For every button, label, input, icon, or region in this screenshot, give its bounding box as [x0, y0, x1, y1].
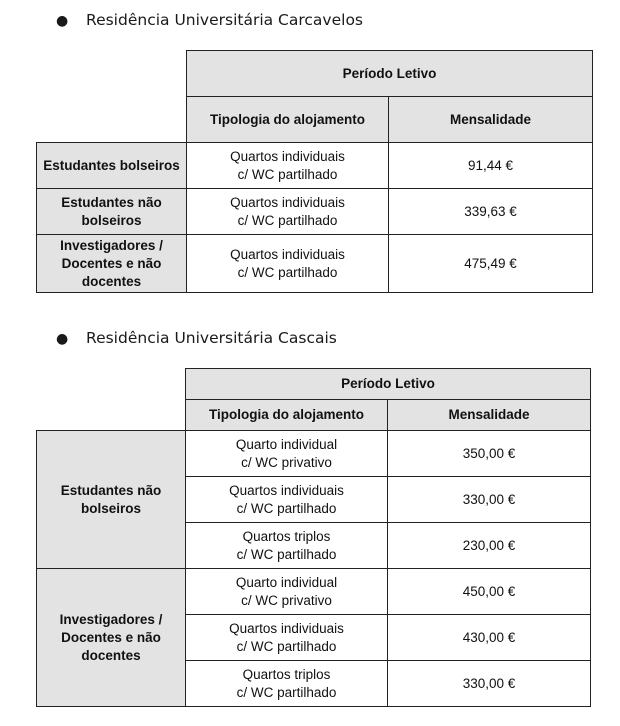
price-cell: 91,44 €: [389, 143, 593, 189]
price-cell: 339,63 €: [389, 189, 593, 235]
price-cell: 350,00 €: [388, 431, 591, 477]
price-cell: 450,00 €: [388, 569, 591, 615]
col-header-type: Tipologia do alojamento: [186, 400, 388, 431]
price-cell: 330,00 €: [388, 661, 591, 707]
type-cell: Quartos individuais c/ WC partilhado: [187, 235, 389, 293]
table-row: [37, 569, 591, 615]
row-group-label: Estudantes não bolseiros: [37, 189, 187, 235]
empty-corner: [37, 97, 187, 143]
type-cell: Quartos individuais c/ WC partilhado: [187, 143, 389, 189]
col-header-price: Mensalidade: [388, 400, 591, 431]
type-cell: Quartos individuais c/ WC partilhado: [186, 615, 388, 661]
empty-corner: [37, 400, 186, 431]
type-cell: Quartos individuais c/ WC partilhado: [187, 189, 389, 235]
col-header-type: Tipologia do alojamento: [187, 97, 389, 143]
section-heading-cascais: [56, 329, 337, 347]
carcavelos-table: [36, 50, 593, 293]
table-row: [37, 235, 593, 293]
section-title: Residência Universitária Carcavelos: [86, 11, 364, 29]
type-cell: Quartos individuais c/ WC partilhado: [186, 477, 388, 523]
type-cell: Quarto individual c/ WC privativo: [186, 569, 388, 615]
cascais-table: [36, 368, 591, 707]
price-cell: 230,00 €: [388, 523, 591, 569]
row-group-label: Investigadores / Docentes e não docentes: [37, 569, 186, 707]
empty-corner: [37, 51, 187, 97]
section-title: Residência Universitária Cascais: [86, 329, 337, 347]
price-cell: 430,00 €: [388, 615, 591, 661]
row-group-label: Estudantes não bolseiros: [37, 431, 186, 569]
row-group-label: Estudantes bolseiros: [37, 143, 187, 189]
period-header: Período Letivo: [186, 369, 591, 400]
empty-corner: [37, 369, 186, 400]
section-heading-carcavelos: [56, 11, 363, 29]
type-cell: Quartos triplos c/ WC partilhado: [186, 523, 388, 569]
table-row: [37, 143, 593, 189]
type-cell: Quarto individual c/ WC privativo: [186, 431, 388, 477]
price-cell: 330,00 €: [388, 477, 591, 523]
price-cell: 475,49 €: [389, 235, 593, 293]
row-group-label: Investigadores / Docentes e não docentes: [37, 235, 187, 293]
type-cell: Quartos triplos c/ WC partilhado: [186, 661, 388, 707]
table-row: [37, 189, 593, 235]
period-header: Período Letivo: [187, 51, 593, 97]
col-header-price: Mensalidade: [389, 97, 593, 143]
bullet-icon: ●: [56, 13, 69, 29]
bullet-icon: ●: [56, 331, 69, 347]
table-row: [37, 431, 591, 477]
